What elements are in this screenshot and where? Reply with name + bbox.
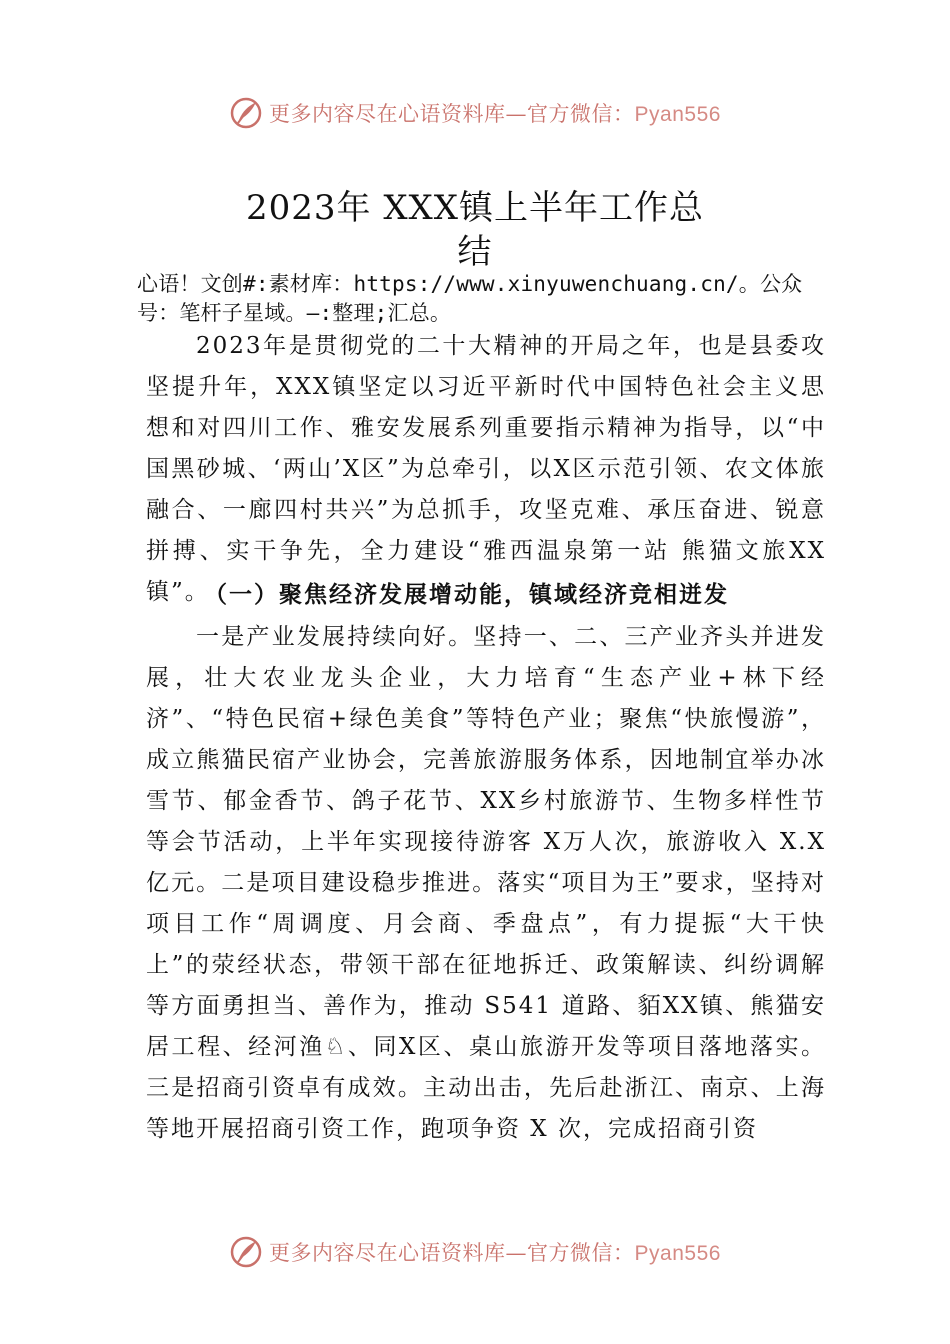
title-line-2: 结 bbox=[457, 232, 493, 272]
footer-banner bbox=[0, 1232, 950, 1272]
document-title bbox=[0, 186, 950, 274]
title-line-1: 2023年 XXX镇上半年工作总 bbox=[246, 188, 704, 228]
section-heading-1: （一）聚焦经济发展增动能，镇域经济竞相迸发 bbox=[204, 581, 729, 608]
header-banner bbox=[0, 93, 950, 133]
header-banner-text: 更多内容尽在心语资料库—官方微信：Pyan556 bbox=[269, 102, 721, 126]
quill-logo-icon bbox=[229, 96, 263, 130]
intro-paragraph: 2023年是贯彻党的二十大精神的开局之年，也是县委攻坚提升年，XXX镇坚定以习近平新时代中国特色社会主义思想和对四川工作、雅安发展系列重要指示精神为指导，以“中国黑砂城、‘两山’X区”为总牵引，以X区示范引领、农文体旅融合、一廊四村共兴”为总抓手，攻坚克难、承压奋进、锐意拼搏、实干争先，全力建设“雅西温泉第一站 熊猫文旅XX镇”。 bbox=[146, 333, 826, 605]
section-1-paragraph: 一是产业发展持续向好。坚持一、二、三产业齐头并进发展，壮大农业龙头企业，大力培育“生态产业+林下经济”、“特色民宿+绿色美食”等特色产业；聚焦“快旅慢游”，成立熊猫民宿产业协会，完善旅游服务体系，因地制宜举办冰雪节、郁金香节、鸽子花节、XX乡村旅游节、生物多样性节等会节活动，上半年实现接待游客 X万人次，旅游收入 X.X亿元。二是项目建设稳步推进。落实“项目为王”要求，坚持对项目工作“周调度、月会商、季盘点”，有力提振“大干快上”的荥经状态，带领干部在征地拆迁、政策解读、纠纷调解等方面勇担当、善作为，推动 S541 道路、貊XX镇、熊猫安居工程、经河渔♘、同X区、桌山旅游开发等项目落地落实。 三是招商引资卓有成效。主动出击，先后赴浙江、南京、上海等地开展招商引资工作，跑项争资 X 次，完成招商引资 bbox=[146, 624, 826, 1142]
quill-logo-icon bbox=[229, 1235, 263, 1269]
source-note: 心语！文创#:素材库：https://www.xinyuwenchuang.cn/。公众号：笔杆子星域。—:整理;汇总。 bbox=[137, 272, 803, 325]
footer-banner-text: 更多内容尽在心语资料库—官方微信：Pyan556 bbox=[269, 1241, 721, 1265]
